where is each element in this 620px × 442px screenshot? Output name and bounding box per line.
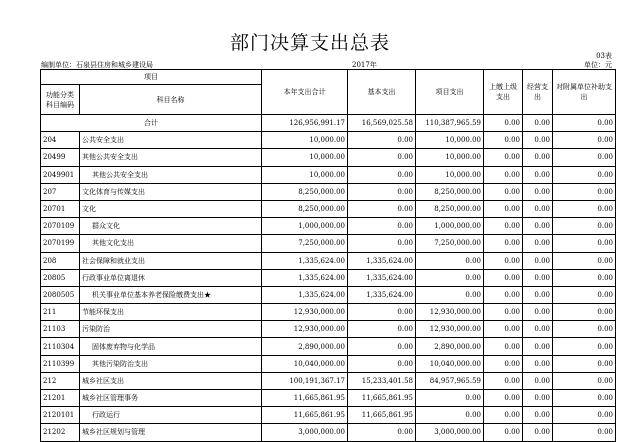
cell-basic: 0.00 (348, 424, 416, 441)
cell-subsidy: 0.00 (553, 407, 616, 424)
cell-upper: 0.00 (484, 166, 523, 183)
table-row (41, 149, 616, 166)
header-project-expenditure: 项目支出 (416, 70, 484, 115)
cell-name: 公共安全支出 (80, 132, 262, 149)
cell-business: 0.00 (523, 269, 553, 286)
cell-upper: 0.00 (484, 321, 523, 338)
cell-basic: 1,335,624.00 (348, 269, 416, 286)
expenditure-table (40, 69, 616, 442)
table-row (41, 304, 616, 321)
table-row (41, 235, 616, 252)
cell-upper: 0.00 (484, 407, 523, 424)
cell-name: 城乡社区管理事务 (80, 390, 262, 407)
cell-basic: 15,233,401.58 (348, 372, 416, 389)
cell-subsidy: 0.00 (553, 252, 616, 269)
cell-code: 21202 (41, 424, 80, 441)
cell-basic: 0.00 (348, 132, 416, 149)
report-title: 部门决算支出总表 (229, 32, 390, 54)
table-row (41, 200, 616, 217)
table-row (41, 269, 616, 286)
cell-code: 211 (41, 304, 80, 321)
cell-business: 0.00 (523, 407, 553, 424)
cell-code: 2120101 (41, 407, 80, 424)
header-name: 科目名称 (80, 85, 262, 115)
cell-total: 1,335,624.00 (262, 269, 348, 286)
cell-basic: 0.00 (348, 218, 416, 235)
cell-code: 212 (41, 372, 80, 389)
cell-business: 0.00 (523, 304, 553, 321)
cell-subsidy: 0.00 (553, 132, 616, 149)
header-total: 本年支出合计 (262, 70, 348, 115)
cell-subsidy: 0.00 (553, 166, 616, 183)
cell-project: 10,000.00 (416, 166, 484, 183)
table-row (41, 218, 616, 235)
cell-basic: 0.00 (348, 321, 416, 338)
cell-basic: 0.00 (348, 166, 416, 183)
cell-subsidy: 0.00 (553, 269, 616, 286)
table-row (41, 321, 616, 338)
total-upper: 0.00 (484, 115, 523, 132)
cell-name: 文化 (80, 200, 262, 217)
cell-upper: 0.00 (484, 132, 523, 149)
cell-business: 0.00 (523, 355, 553, 372)
cell-total: 10,040,000.00 (262, 355, 348, 372)
header-code: 功能分类科目编码 (41, 85, 80, 115)
cell-name: 文化体育与传媒支出 (80, 183, 262, 200)
cell-upper: 0.00 (484, 372, 523, 389)
cell-upper: 0.00 (484, 183, 523, 200)
cell-business: 0.00 (523, 132, 553, 149)
cell-subsidy: 0.00 (553, 286, 616, 303)
header-business: 经营支出 (523, 70, 553, 115)
cell-project: 0.00 (416, 252, 484, 269)
cell-project: 12,930,000.00 (416, 321, 484, 338)
cell-subsidy: 0.00 (553, 235, 616, 252)
cell-total: 12,930,000.00 (262, 304, 348, 321)
cell-name: 污染防治 (80, 321, 262, 338)
cell-subsidy: 0.00 (553, 218, 616, 235)
cell-basic: 0.00 (348, 149, 416, 166)
cell-code: 204 (41, 132, 80, 149)
table-row (41, 355, 616, 372)
cell-upper: 0.00 (484, 200, 523, 217)
cell-name: 其他公共安全支出 (80, 166, 262, 183)
cell-code: 208 (41, 252, 80, 269)
cell-upper: 0.00 (484, 218, 523, 235)
cell-basic: 1,335,624.00 (348, 286, 416, 303)
cell-project: 10,000.00 (416, 132, 484, 149)
cell-project: 8,250,000.00 (416, 183, 484, 200)
cell-subsidy: 0.00 (553, 183, 616, 200)
table-row (41, 390, 616, 407)
cell-subsidy: 0.00 (553, 390, 616, 407)
table-row (41, 286, 616, 303)
header-subsidy: 对附属单位补助支出 (553, 70, 616, 115)
cell-business: 0.00 (523, 252, 553, 269)
cell-code: 21201 (41, 390, 80, 407)
table-row (41, 372, 616, 389)
cell-total: 10,000.00 (262, 149, 348, 166)
cell-basic: 0.00 (348, 235, 416, 252)
header-basic: 基本支出 (348, 70, 416, 115)
cell-basic: 0.00 (348, 304, 416, 321)
cell-upper: 0.00 (484, 269, 523, 286)
cell-upper: 0.00 (484, 149, 523, 166)
cell-upper: 0.00 (484, 355, 523, 372)
cell-business: 0.00 (523, 390, 553, 407)
cell-code: 207 (41, 183, 80, 200)
cell-name: 机关事业单位基本养老保险缴费支出★ (80, 286, 262, 303)
cell-code: 20499 (41, 149, 80, 166)
cell-total: 1,335,624.00 (262, 252, 348, 269)
cell-upper: 0.00 (484, 304, 523, 321)
cell-total: 10,000.00 (262, 132, 348, 149)
cell-code: 2110399 (41, 355, 80, 372)
cell-subsidy: 0.00 (553, 338, 616, 355)
reporting-unit: 编制单位：石泉县住房和城乡建设局 (41, 61, 153, 69)
cell-business: 0.00 (523, 183, 553, 200)
cell-upper: 0.00 (484, 252, 523, 269)
cell-business: 0.00 (523, 372, 553, 389)
report-year: 2017年 (352, 61, 377, 69)
cell-code: 20805 (41, 269, 80, 286)
cell-name: 其他污染防治支出 (80, 355, 262, 372)
cell-total: 8,250,000.00 (262, 183, 348, 200)
currency-unit: 单位：元 (584, 61, 612, 69)
cell-name: 行政运行 (80, 407, 262, 424)
cell-total: 11,665,861.95 (262, 390, 348, 407)
cell-subsidy: 0.00 (553, 424, 616, 441)
cell-business: 0.00 (523, 166, 553, 183)
cell-code: 2049901 (41, 166, 80, 183)
cell-total: 11,665,861.95 (262, 407, 348, 424)
cell-total: 3,000,000.00 (262, 424, 348, 441)
cell-total: 12,930,000.00 (262, 321, 348, 338)
cell-name: 群众文化 (80, 218, 262, 235)
cell-code: 21103 (41, 321, 80, 338)
cell-code: 2080505 (41, 286, 80, 303)
table-row (41, 252, 616, 269)
table-row (41, 183, 616, 200)
cell-name: 其他文化支出 (80, 235, 262, 252)
cell-total: 10,000.00 (262, 166, 348, 183)
cell-business: 0.00 (523, 235, 553, 252)
cell-subsidy: 0.00 (553, 372, 616, 389)
table-row (41, 407, 616, 424)
cell-name: 城乡社区支出 (80, 372, 262, 389)
cell-subsidy: 0.00 (553, 304, 616, 321)
cell-subsidy: 0.00 (553, 200, 616, 217)
total-label: 合计 (41, 115, 262, 132)
table-row (41, 166, 616, 183)
cell-project: 0.00 (416, 390, 484, 407)
total-basic: 16,569,025.58 (348, 115, 416, 132)
cell-upper: 0.00 (484, 286, 523, 303)
cell-total: 1,000,000.00 (262, 218, 348, 235)
cell-project: 1,000,000.00 (416, 218, 484, 235)
cell-project: 7,250,000.00 (416, 235, 484, 252)
cell-basic: 11,665,861.95 (348, 407, 416, 424)
cell-project: 0.00 (416, 269, 484, 286)
cell-code: 2070109 (41, 218, 80, 235)
cell-business: 0.00 (523, 218, 553, 235)
cell-code: 20701 (41, 200, 80, 217)
cell-total: 1,335,624.00 (262, 286, 348, 303)
cell-subsidy: 0.00 (553, 149, 616, 166)
total-total: 126,956,991.17 (262, 115, 348, 132)
cell-project: 84,957,965.59 (416, 372, 484, 389)
cell-name: 固体废弃物与化学品 (80, 338, 262, 355)
table-row (41, 424, 616, 441)
cell-business: 0.00 (523, 149, 553, 166)
cell-project: 10,040,000.00 (416, 355, 484, 372)
cell-upper: 0.00 (484, 338, 523, 355)
cell-code: 2070199 (41, 235, 80, 252)
cell-business: 0.00 (523, 338, 553, 355)
cell-project: 0.00 (416, 286, 484, 303)
cell-project: 12,930,000.00 (416, 304, 484, 321)
cell-business: 0.00 (523, 424, 553, 441)
cell-basic: 0.00 (348, 183, 416, 200)
table-row (41, 338, 616, 355)
cell-code: 2110304 (41, 338, 80, 355)
total-project: 110,387,965.59 (416, 115, 484, 132)
cell-name: 节能环保支出 (80, 304, 262, 321)
total-row (41, 115, 616, 132)
cell-total: 100,191,367.17 (262, 372, 348, 389)
cell-basic: 0.00 (348, 355, 416, 372)
cell-name: 城乡社区规划与管理 (80, 424, 262, 441)
cell-business: 0.00 (523, 321, 553, 338)
cell-basic: 11,665,861.95 (348, 390, 416, 407)
cell-basic: 0.00 (348, 338, 416, 355)
cell-subsidy: 0.00 (553, 355, 616, 372)
cell-project: 2,890,000.00 (416, 338, 484, 355)
cell-project: 10,000.00 (416, 149, 484, 166)
cell-project: 0.00 (416, 407, 484, 424)
table-row (41, 132, 616, 149)
cell-name: 行政事业单位离退休 (80, 269, 262, 286)
cell-total: 8,250,000.00 (262, 200, 348, 217)
cell-business: 0.00 (523, 286, 553, 303)
header-upper: 上缴上级支出 (484, 70, 523, 115)
cell-total: 2,890,000.00 (262, 338, 348, 355)
header-project: 项目 (41, 70, 262, 85)
cell-name: 其他公共安全支出 (80, 149, 262, 166)
cell-basic: 1,335,624.00 (348, 252, 416, 269)
cell-basic: 0.00 (348, 200, 416, 217)
cell-project: 3,000,000.00 (416, 424, 484, 441)
cell-upper: 0.00 (484, 390, 523, 407)
total-business: 0.00 (523, 115, 553, 132)
cell-business: 0.00 (523, 200, 553, 217)
cell-upper: 0.00 (484, 424, 523, 441)
cell-project: 8,250,000.00 (416, 200, 484, 217)
table-number: 03表 (596, 52, 612, 60)
cell-upper: 0.00 (484, 235, 523, 252)
cell-subsidy: 0.00 (553, 321, 616, 338)
cell-name: 社会保障和就业支出 (80, 252, 262, 269)
cell-total: 7,250,000.00 (262, 235, 348, 252)
total-subsidy: 0.00 (553, 115, 616, 132)
